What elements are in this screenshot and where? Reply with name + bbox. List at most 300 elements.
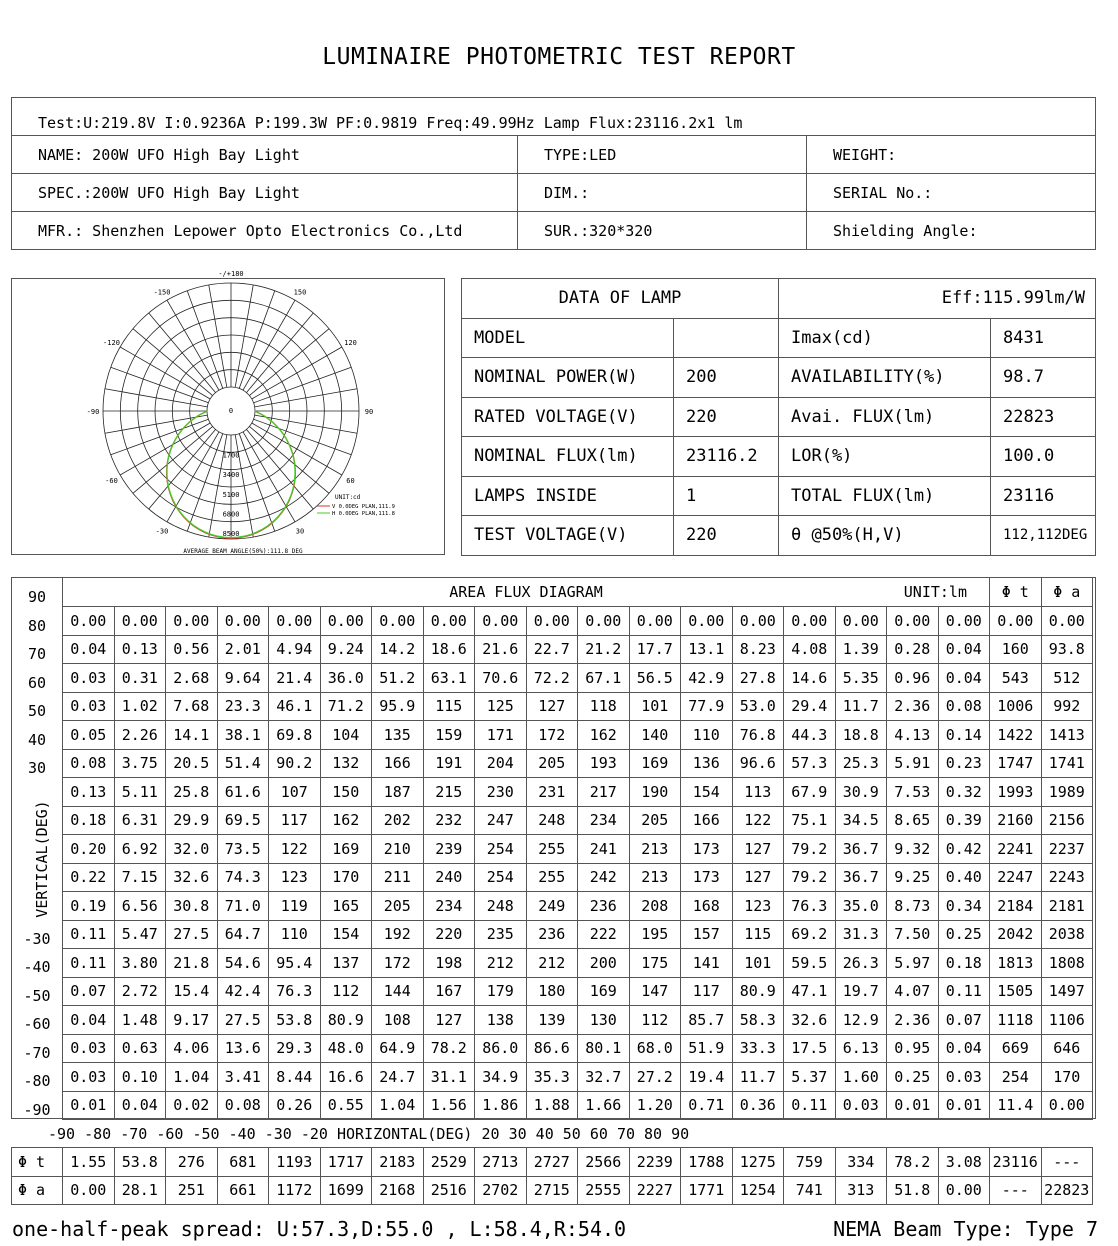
lamp-label-right: Avai. FLUX(lm) [779,397,991,437]
flux-cell: 204 [475,749,527,778]
flux-cell: 51.9 [681,1034,733,1063]
flux-cell: 215 [423,778,475,807]
flux-unit: UNIT:lm [903,583,967,601]
flux-cell: 162 [320,806,372,835]
flux-cell: 69.2 [784,920,836,949]
flux-row [63,863,1093,892]
polar-angle-label: -/+180 [218,270,244,278]
flux-cell: 75.1 [784,806,836,835]
flux-cell: 1.04 [166,1063,218,1092]
polar-radial [249,329,329,396]
flux-cell: 96.6 [732,749,784,778]
flux-cell: 4.13 [887,721,939,750]
flux-row [63,1063,1093,1092]
flux-cell: 0.11 [63,920,115,949]
flux-cell: 26.3 [835,949,887,978]
flux-cell: 117 [269,806,321,835]
area-flux-title: AREA FLUX DIAGRAM [449,583,603,601]
flux-cell: 42.9 [681,664,733,693]
mfr-field: MFR.: Shenzhen Lepower Opto Electronics Co.,Ltd [12,212,518,250]
flux-cell: 0.26 [269,1091,321,1120]
flux-cell: 1.48 [114,1006,166,1035]
flux-cell: 6.92 [114,835,166,864]
summary-cell: 0.00 [938,1176,990,1205]
flux-cell: 1118 [990,1006,1042,1035]
flux-cell: 46.1 [269,692,321,721]
vertical-tick: 60 [27,674,47,692]
flux-cell: 0.00 [784,607,836,636]
flux-cell: 512 [1041,664,1093,693]
test-conditions: Test:U:219.8V I:0.9236A P:199.3W PF:0.9819 Freq:49.99Hz Lamp Flux:23116.2x1 lm [12,98,1096,136]
polar-angle-label: -120 [103,339,120,347]
flux-cell: 113 [732,778,784,807]
flux-cell: 19.4 [681,1063,733,1092]
polar-radial [243,432,295,522]
summary-cell: 2702 [475,1176,527,1205]
polar-radial [239,291,275,389]
flux-cell: 0.00 [938,607,990,636]
flux-cell: 38.1 [217,721,269,750]
flux-cell: 22.7 [526,635,578,664]
flux-cell: 112 [629,1006,681,1035]
flux-cell: 242 [578,863,630,892]
flux-cell: 112 [320,977,372,1006]
flux-cell: 992 [1041,692,1093,721]
lamp-label-left: TEST VOLTAGE(V) [462,516,674,556]
summary-cell: 251 [166,1176,218,1205]
flux-cell: 44.3 [784,721,836,750]
summary-cell: 2566 [578,1148,630,1177]
flux-cell: 2042 [990,920,1042,949]
flux-row [63,635,1093,664]
flux-cell: 213 [629,863,681,892]
summary-cell: 759 [784,1148,836,1177]
flux-cell: 232 [423,806,475,835]
flux-cell: 147 [629,977,681,1006]
vertical-tick: -90 [23,1101,51,1119]
flux-cell: 11.7 [835,692,887,721]
flux-cell: 173 [681,863,733,892]
flux-cell: 193 [578,749,630,778]
flux-cell: 53.8 [269,1006,321,1035]
flux-cell: 220 [423,920,475,949]
flux-cell: 69.5 [217,806,269,835]
flux-cell: 234 [423,892,475,921]
flux-cell: 27.8 [732,664,784,693]
lamp-label-left: RATED VOLTAGE(V) [462,397,674,437]
flux-cell: 248 [526,806,578,835]
polar-radial [246,429,313,509]
flux-cell: 1813 [990,949,1042,978]
flux-cell: 162 [578,721,630,750]
flux-cell: 208 [629,892,681,921]
summary-cell: 1771 [681,1176,733,1205]
flux-cell: 2247 [990,863,1042,892]
flux-cell: 11.4 [990,1091,1042,1120]
flux-cell: 5.37 [784,1063,836,1092]
flux-cell: 240 [423,863,475,892]
flux-cell: 0.42 [938,835,990,864]
flux-cell: 172 [526,721,578,750]
flux-cell: 69.8 [269,721,321,750]
flux-cell: 211 [372,863,424,892]
flux-cell: 255 [526,863,578,892]
vertical-tick: 40 [27,731,47,749]
flux-row [63,806,1093,835]
flux-cell: 80.1 [578,1034,630,1063]
flux-cell: 0.18 [938,949,990,978]
flux-cell: 0.03 [63,1034,115,1063]
lamp-value-right: 100.0 [991,437,1096,477]
name-field: NAME: 200W UFO High Bay Light [12,136,518,174]
area-flux-title-cell [63,578,990,607]
average-beam-angle: AVERAGE BEAM ANGLE(50%):111.8 DEG [183,548,303,555]
flux-cell: 36.7 [835,863,887,892]
flux-cell: 110 [269,920,321,949]
flux-cell: 115 [423,692,475,721]
summary-cell: 1717 [320,1148,372,1177]
flux-summary-table [11,1147,1093,1205]
flux-row [63,920,1093,949]
flux-cell: 150 [320,778,372,807]
flux-cell: 67.9 [784,778,836,807]
flux-cell: 2.26 [114,721,166,750]
flux-cell: 123 [269,863,321,892]
flux-cell: 9.24 [320,635,372,664]
flux-cell: 31.3 [835,920,887,949]
weight-field: WEIGHT: [807,136,1096,174]
flux-cell: 543 [990,664,1042,693]
flux-cell: 29.4 [784,692,836,721]
vertical-tick: 80 [27,617,47,635]
lamp-label-right: AVAILABILITY(%) [779,358,991,398]
vertical-tick: 70 [27,645,47,663]
flux-cell: 0.04 [114,1091,166,1120]
flux-cell: 79.2 [784,835,836,864]
flux-cell: 67.1 [578,664,630,693]
summary-row [12,1176,1093,1205]
flux-row [63,749,1093,778]
flux-cell: 127 [526,692,578,721]
flux-cell: 8.65 [887,806,939,835]
lamp-row [462,318,1096,358]
flux-cell: 235 [475,920,527,949]
flux-cell: 86.6 [526,1034,578,1063]
polar-center-label: 0 [228,407,234,415]
flux-cell: 248 [475,892,527,921]
lamp-label-left: NOMINAL FLUX(lm) [462,437,674,477]
flux-cell: 0.00 [526,607,578,636]
flux-cell: 3.80 [114,949,166,978]
flux-cell: 0.96 [887,664,939,693]
flux-cell: 172 [372,949,424,978]
flux-cell: 93.8 [1041,635,1093,664]
flux-row [63,778,1093,807]
flux-cell: 70.6 [475,664,527,693]
flux-cell: 117 [681,977,733,1006]
flux-cell: 239 [423,835,475,864]
polar-unit: UNIT:cd [335,494,361,501]
flux-cell: 15.4 [166,977,218,1006]
summary-cell: 741 [784,1176,836,1205]
flux-cell: 9.17 [166,1006,218,1035]
flux-cell: 36.7 [835,835,887,864]
flux-cell: 2.72 [114,977,166,1006]
flux-cell: 3.75 [114,749,166,778]
flux-cell: 32.0 [166,835,218,864]
flux-cell: 7.53 [887,778,939,807]
flux-cell: 2237 [1041,835,1093,864]
flux-cell: 79.2 [784,863,836,892]
flux-cell: 30.8 [166,892,218,921]
polar-radial [243,300,295,390]
dim-field: DIM.: [518,174,807,212]
flux-cell: 0.03 [63,1063,115,1092]
flux-cell: 0.04 [938,1034,990,1063]
flux-cell: 166 [681,806,733,835]
flux-cell: 1.60 [835,1063,887,1092]
legend-v-label: V 0.0DEG PLAN,111.9 [332,504,395,510]
flux-cell: 179 [475,977,527,1006]
spec-field: SPEC.:200W UFO High Bay Light [12,174,518,212]
flux-cell: 0.00 [681,607,733,636]
lamp-row [462,358,1096,398]
flux-cell: 25.8 [166,778,218,807]
flux-cell: 101 [732,949,784,978]
flux-cell: 29.9 [166,806,218,835]
flux-cell: 119 [269,892,321,921]
flux-cell: 21.8 [166,949,218,978]
lamp-row [462,476,1096,516]
flux-cell: 29.3 [269,1034,321,1063]
flux-cell: 104 [320,721,372,750]
flux-row [63,892,1093,921]
polar-ring-value: 6800 [222,510,240,519]
flux-cell: 32.7 [578,1063,630,1092]
polar-radial [187,434,223,532]
flux-cell: 187 [372,778,424,807]
polar-radial [249,426,329,493]
flux-cell: 173 [681,835,733,864]
flux-cell: 2.01 [217,635,269,664]
flux-cell: 192 [372,920,424,949]
summary-cell: 78.2 [887,1148,939,1177]
polar-radial [252,423,342,475]
lamp-value-right: 8431 [991,318,1096,358]
flux-cell: 0.25 [938,920,990,949]
flux-cell: 1741 [1041,749,1093,778]
flux-cell: 9.32 [887,835,939,864]
flux-cell: 31.1 [423,1063,475,1092]
flux-cell: 7.50 [887,920,939,949]
polar-angle-label: 90 [364,408,374,416]
flux-cell: 19.7 [835,977,887,1006]
flux-cell: 210 [372,835,424,864]
flux-cell: 64.9 [372,1034,424,1063]
flux-cell: 63.1 [423,664,475,693]
polar-radial [149,429,216,509]
flux-cell: 0.10 [114,1063,166,1092]
flux-cell: 34.5 [835,806,887,835]
flux-cell: 122 [269,835,321,864]
flux-cell: 17.7 [629,635,681,664]
flux-row [63,721,1093,750]
vertical-tick: -30 [23,930,51,948]
summary-cell: 334 [835,1148,887,1177]
flux-cell: 14.6 [784,664,836,693]
summary-cell: 3.08 [938,1148,990,1177]
flux-cell: 16.6 [320,1063,372,1092]
lamp-value-left: 220 [674,516,779,556]
flux-cell: 58.3 [732,1006,784,1035]
flux-cell: 0.00 [990,607,1042,636]
summary-label: Φ t [12,1148,63,1177]
flux-cell: 669 [990,1034,1042,1063]
flux-cell: 95.9 [372,692,424,721]
polar-angle-label: -60 [105,477,118,485]
flux-cell: 127 [732,863,784,892]
lamp-value-right: 22823 [991,397,1096,437]
lamp-label-right: LOR(%) [779,437,991,477]
flux-cell: 9.64 [217,664,269,693]
flux-cell: 8.73 [887,892,939,921]
flux-cell: 71.2 [320,692,372,721]
flux-cell: 1006 [990,692,1042,721]
flux-cell: 4.06 [166,1034,218,1063]
flux-cell: 169 [320,835,372,864]
lamp-value-left: 1 [674,476,779,516]
area-flux-table [62,577,1093,1120]
flux-cell: 157 [681,920,733,949]
flux-cell: 8.44 [269,1063,321,1092]
flux-cell: 0.02 [166,1091,218,1120]
flux-cell: 0.00 [578,607,630,636]
flux-cell: 53.0 [732,692,784,721]
flux-cell: 0.00 [1041,607,1093,636]
flux-cell: 168 [681,892,733,921]
flux-cell: 231 [526,778,578,807]
flux-cell: 80.9 [320,1006,372,1035]
flux-cell: 36.0 [320,664,372,693]
flux-cell: 42.4 [217,977,269,1006]
lamp-row [462,437,1096,477]
polar-angle-label: 120 [344,339,357,347]
flux-cell: 135 [372,721,424,750]
flux-cell: 20.5 [166,749,218,778]
flux-row [63,835,1093,864]
summary-cell: 2516 [423,1176,475,1205]
col-phi-t: Φ t [990,578,1042,607]
lamp-value-left [674,318,779,358]
flux-cell: 54.6 [217,949,269,978]
flux-cell: 78.2 [423,1034,475,1063]
half-peak-spread: one-half-peak spread: U:57.3,D:55.0 , L:58.4,R:54.0 [12,1217,627,1241]
polar-angle-label: 150 [293,288,307,297]
flux-cell: 17.5 [784,1034,836,1063]
summary-cell: 53.8 [114,1148,166,1177]
flux-cell: 21.6 [475,635,527,664]
polar-angle-label: -90 [86,408,100,416]
flux-cell: 0.00 [114,607,166,636]
flux-cell: 2.36 [887,692,939,721]
flux-cell: 2241 [990,835,1042,864]
flux-cell: 59.5 [784,949,836,978]
flux-cell: 0.01 [887,1091,939,1120]
flux-cell: 95.4 [269,949,321,978]
polar-radial [246,313,313,393]
summary-cell: 1275 [732,1148,784,1177]
summary-cell: 2727 [526,1148,578,1177]
flux-cell: 57.3 [784,749,836,778]
polar-intensity-diagram [11,270,445,555]
flux-cell: 7.15 [114,863,166,892]
summary-cell: 2713 [475,1148,527,1177]
flux-cell: 249 [526,892,578,921]
flux-cell: 0.11 [63,949,115,978]
lamp-value-left: 23116.2 [674,437,779,477]
flux-cell: 0.11 [784,1091,836,1120]
flux-cell: 254 [990,1063,1042,1092]
flux-cell: 0.00 [423,607,475,636]
flux-cell: 130 [578,1006,630,1035]
flux-cell: 0.63 [114,1034,166,1063]
flux-cell: 0.14 [938,721,990,750]
flux-cell: 74.3 [217,863,269,892]
flux-cell: 115 [732,920,784,949]
flux-cell: 3.41 [217,1063,269,1092]
flux-cell: 1747 [990,749,1042,778]
flux-cell: 0.01 [63,1091,115,1120]
flux-cell: 73.5 [217,835,269,864]
flux-cell: 137 [320,949,372,978]
flux-cell: 72.2 [526,664,578,693]
flux-cell: 0.04 [938,664,990,693]
flux-cell: 0.95 [887,1034,939,1063]
flux-cell: 236 [526,920,578,949]
summary-cell: 1699 [320,1176,372,1205]
flux-cell: 0.28 [887,635,939,664]
flux-cell: 160 [990,635,1042,664]
flux-cell: 1.20 [629,1091,681,1120]
vertical-tick: 90 [27,588,47,606]
flux-cell: 0.00 [732,607,784,636]
lamp-label-left: LAMPS INSIDE [462,476,674,516]
summary-cell: 51.8 [887,1176,939,1205]
flux-cell: 5.35 [835,664,887,693]
flux-cell: 32.6 [784,1006,836,1035]
polar-radial [120,347,210,399]
flux-cell: 71.0 [217,892,269,921]
flux-cell: 0.36 [732,1091,784,1120]
flux-cell: 8.23 [732,635,784,664]
flux-cell: 154 [320,920,372,949]
summary-cell: --- [1041,1148,1093,1177]
lamp-label-right: Imax(cd) [779,318,991,358]
flux-row [63,1006,1093,1035]
nema-beam-type: NEMA Beam Type: Type 7 [833,1217,1098,1241]
lamp-row [462,397,1096,437]
flux-cell: 1505 [990,977,1042,1006]
flux-cell: 1.86 [475,1091,527,1120]
summary-cell: 28.1 [114,1176,166,1205]
flux-cell: 191 [423,749,475,778]
flux-cell: 0.20 [63,835,115,864]
flux-cell: 200 [578,949,630,978]
flux-cell: 123 [732,892,784,921]
flux-cell: 24.7 [372,1063,424,1092]
summary-cell: 1254 [732,1176,784,1205]
flux-cell: 2156 [1041,806,1093,835]
